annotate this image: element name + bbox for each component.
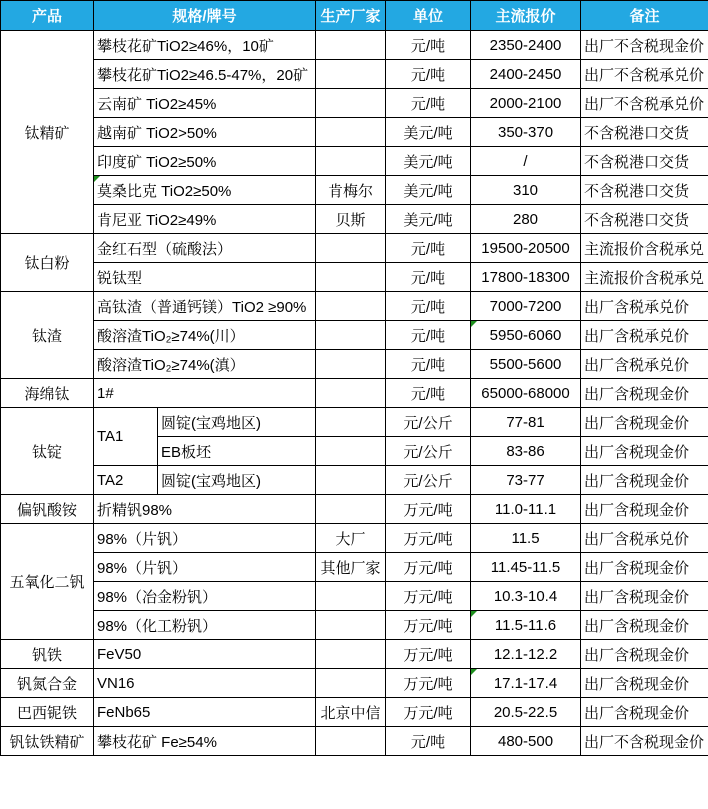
note-cell: 主流报价含税承兑	[581, 234, 708, 263]
spec-cell: 酸溶渣TiO₂≥74%(滇）	[94, 350, 316, 379]
price-cell: 5500-5600	[471, 350, 581, 379]
maker-cell	[316, 321, 386, 350]
table-row	[1, 234, 708, 263]
unit-cell: 万元/吨	[386, 495, 471, 524]
price-text: 5950-6060	[489, 326, 562, 344]
table-row	[1, 147, 708, 176]
unit-cell: 元/吨	[386, 234, 471, 263]
table-row	[1, 350, 708, 379]
product-cell: 钛白粉	[1, 234, 94, 292]
price-cell: 17800-18300	[471, 263, 581, 292]
product-cell: 钛渣	[1, 292, 94, 379]
subspec-cell: 圆锭(宝鸡地区)	[158, 466, 316, 495]
maker-cell	[316, 147, 386, 176]
maker-cell	[316, 495, 386, 524]
spec-cell: 酸溶渣TiO₂≥74%(川）	[94, 321, 316, 350]
price-cell: 12.1-12.2	[471, 640, 581, 669]
comment-marker-icon	[471, 669, 477, 675]
maker-cell	[316, 350, 386, 379]
unit-cell: 元/吨	[386, 89, 471, 118]
maker-cell	[316, 89, 386, 118]
product-cell: 偏钒酸铵	[1, 495, 94, 524]
product-cell: 钒钛铁精矿	[1, 727, 94, 756]
product-cell: 钛锭	[1, 408, 94, 495]
table-row	[1, 321, 708, 350]
spec-cell: 高钛渣（普通钙镁）TiO2 ≥90%	[94, 292, 316, 321]
spec-cell: 98%（冶金粉钒）	[94, 582, 316, 611]
note-cell: 出厂含税现金价	[581, 582, 708, 611]
table-row	[1, 176, 708, 205]
maker-cell	[316, 669, 386, 698]
unit-cell: 元/吨	[386, 321, 471, 350]
price-cell: /	[471, 147, 581, 176]
product-cell: 钛精矿	[1, 31, 94, 234]
note-cell: 出厂含税现金价	[581, 553, 708, 582]
maker-cell: 贝斯	[316, 205, 386, 234]
product-cell: 钒铁	[1, 640, 94, 669]
note-cell: 主流报价含税承兑	[581, 263, 708, 292]
maker-cell	[316, 118, 386, 147]
table-row	[1, 263, 708, 292]
note-cell: 出厂含税现金价	[581, 611, 708, 640]
unit-cell: 美元/吨	[386, 147, 471, 176]
maker-cell	[316, 60, 386, 89]
note-cell: 不含税港口交货	[581, 176, 708, 205]
spec-cell: 肯尼亚 TiO2≥49%	[94, 205, 316, 234]
spec-cell: 锐钛型	[94, 263, 316, 292]
maker-cell	[316, 292, 386, 321]
note-cell: 出厂含税承兑价	[581, 321, 708, 350]
spec-cell: 越南矿 TiO2>50%	[94, 118, 316, 147]
maker-cell	[316, 437, 386, 466]
spec-cell: 金红石型（硫酸法）	[94, 234, 316, 263]
price-cell: 480-500	[471, 727, 581, 756]
header-spec: 规格/牌号	[94, 1, 316, 31]
unit-cell: 万元/吨	[386, 553, 471, 582]
comment-marker-icon	[471, 321, 477, 327]
price-text: 11.5-11.6	[494, 616, 557, 634]
table-row	[1, 118, 708, 147]
note-cell: 出厂不含税现金价	[581, 31, 708, 60]
table-row	[1, 640, 708, 669]
price-cell: 11.45-11.5	[471, 553, 581, 582]
spec-cell: 攀枝花矿 Fe≥54%	[94, 727, 316, 756]
note-cell: 不含税港口交货	[581, 205, 708, 234]
spec-cell: FeV50	[94, 640, 316, 669]
grade-cell: TA2	[94, 466, 158, 495]
spec-cell	[94, 176, 316, 205]
spec-cell: 98%（片钒）	[94, 553, 316, 582]
unit-cell: 美元/吨	[386, 205, 471, 234]
table-row	[1, 524, 708, 553]
spec-cell: 1#	[94, 379, 316, 408]
price-cell: 11.5	[471, 524, 581, 553]
table-row	[1, 582, 708, 611]
note-cell: 出厂不含税现金价	[581, 727, 708, 756]
header-price: 主流报价	[471, 1, 581, 31]
maker-cell	[316, 466, 386, 495]
note-cell: 出厂含税承兑价	[581, 292, 708, 321]
spec-cell: 98%（片钒）	[94, 524, 316, 553]
price-cell: 2000-2100	[471, 89, 581, 118]
table-row	[1, 379, 708, 408]
spec-cell: FeNb65	[94, 698, 316, 727]
note-cell: 出厂含税现金价	[581, 495, 708, 524]
price-cell	[471, 321, 581, 350]
unit-cell: 万元/吨	[386, 524, 471, 553]
note-cell: 出厂含税现金价	[581, 408, 708, 437]
product-cell: 海绵钛	[1, 379, 94, 408]
spec-cell: 攀枝花矿TiO2≥46%，10矿	[94, 31, 316, 60]
header-row	[1, 1, 708, 31]
price-cell: 2400-2450	[471, 60, 581, 89]
table-row	[1, 60, 708, 89]
price-cell: 7000-7200	[471, 292, 581, 321]
grade-cell: TA1	[94, 408, 158, 466]
note-cell: 出厂含税现金价	[581, 379, 708, 408]
maker-cell	[316, 582, 386, 611]
note-cell: 出厂不含税承兑价	[581, 60, 708, 89]
maker-cell: 其他厂家	[316, 553, 386, 582]
spec-cell: VN16	[94, 669, 316, 698]
maker-cell: 大厂	[316, 524, 386, 553]
comment-marker-icon	[94, 176, 100, 182]
table-row	[1, 31, 708, 60]
table-row	[1, 553, 708, 582]
maker-cell: 肯梅尔	[316, 176, 386, 205]
maker-cell	[316, 379, 386, 408]
spec-cell: 98%（化工粉钒）	[94, 611, 316, 640]
subspec-cell: 圆锭(宝鸡地区)	[158, 408, 316, 437]
note-cell: 出厂含税承兑价	[581, 524, 708, 553]
product-cell: 钒氮合金	[1, 669, 94, 698]
product-cell: 五氧化二钒	[1, 524, 94, 640]
price-cell: 83-86	[471, 437, 581, 466]
maker-cell	[316, 31, 386, 60]
unit-cell: 万元/吨	[386, 611, 471, 640]
table-row	[1, 205, 708, 234]
note-cell: 出厂含税现金价	[581, 466, 708, 495]
maker-cell	[316, 727, 386, 756]
maker-cell	[316, 234, 386, 263]
maker-cell	[316, 408, 386, 437]
note-cell: 出厂含税承兑价	[581, 350, 708, 379]
note-cell: 出厂含税现金价	[581, 437, 708, 466]
price-cell: 65000-68000	[471, 379, 581, 408]
spec-text: 莫桑比克 TiO2≥50%	[97, 182, 232, 200]
unit-cell: 元/吨	[386, 727, 471, 756]
maker-cell	[316, 640, 386, 669]
table-row	[1, 669, 708, 698]
note-cell: 出厂不含税承兑价	[581, 89, 708, 118]
price-cell: 280	[471, 205, 581, 234]
spec-cell: 云南矿 TiO2≥45%	[94, 89, 316, 118]
table-row	[1, 466, 708, 495]
price-cell: 73-77	[471, 466, 581, 495]
price-cell: 350-370	[471, 118, 581, 147]
price-cell	[471, 669, 581, 698]
price-cell: 20.5-22.5	[471, 698, 581, 727]
price-cell	[471, 611, 581, 640]
product-cell: 巴西铌铁	[1, 698, 94, 727]
header-product: 产品	[1, 1, 94, 31]
note-cell: 出厂含税现金价	[581, 640, 708, 669]
unit-cell: 元/公斤	[386, 408, 471, 437]
price-cell: 2350-2400	[471, 31, 581, 60]
unit-cell: 元/公斤	[386, 437, 471, 466]
header-note: 备注	[581, 1, 708, 31]
table-row	[1, 408, 708, 437]
unit-cell: 元/吨	[386, 350, 471, 379]
table-row	[1, 292, 708, 321]
table-row	[1, 495, 708, 524]
price-cell: 19500-20500	[471, 234, 581, 263]
table-row	[1, 611, 708, 640]
note-cell: 出厂含税现金价	[581, 698, 708, 727]
subspec-cell: EB板坯	[158, 437, 316, 466]
maker-cell	[316, 263, 386, 292]
unit-cell: 元/公斤	[386, 466, 471, 495]
unit-cell: 元/吨	[386, 292, 471, 321]
table-row	[1, 727, 708, 756]
unit-cell: 元/吨	[386, 31, 471, 60]
table-row	[1, 89, 708, 118]
unit-cell: 美元/吨	[386, 118, 471, 147]
unit-cell: 万元/吨	[386, 582, 471, 611]
header-maker: 生产厂家	[316, 1, 386, 31]
unit-cell: 元/吨	[386, 263, 471, 292]
spec-cell: 攀枝花矿TiO2≥46.5-47%，20矿	[94, 60, 316, 89]
price-text: 17.1-17.4	[493, 674, 558, 692]
price-cell: 11.0-11.1	[471, 495, 581, 524]
unit-cell: 美元/吨	[386, 176, 471, 205]
spec-cell: 折精钒98%	[94, 495, 316, 524]
spec-cell: 印度矿 TiO2≥50%	[94, 147, 316, 176]
comment-marker-icon	[471, 611, 477, 617]
note-cell: 不含税港口交货	[581, 147, 708, 176]
price-cell: 77-81	[471, 408, 581, 437]
table-row	[1, 698, 708, 727]
price-cell: 10.3-10.4	[471, 582, 581, 611]
unit-cell: 万元/吨	[386, 698, 471, 727]
note-cell: 不含税港口交货	[581, 118, 708, 147]
price-cell: 310	[471, 176, 581, 205]
maker-cell: 北京中信	[316, 698, 386, 727]
unit-cell: 万元/吨	[386, 669, 471, 698]
unit-cell: 元/吨	[386, 60, 471, 89]
maker-cell	[316, 611, 386, 640]
unit-cell: 万元/吨	[386, 640, 471, 669]
header-unit: 单位	[386, 1, 471, 31]
note-cell: 出厂含税现金价	[581, 669, 708, 698]
unit-cell: 元/吨	[386, 379, 471, 408]
